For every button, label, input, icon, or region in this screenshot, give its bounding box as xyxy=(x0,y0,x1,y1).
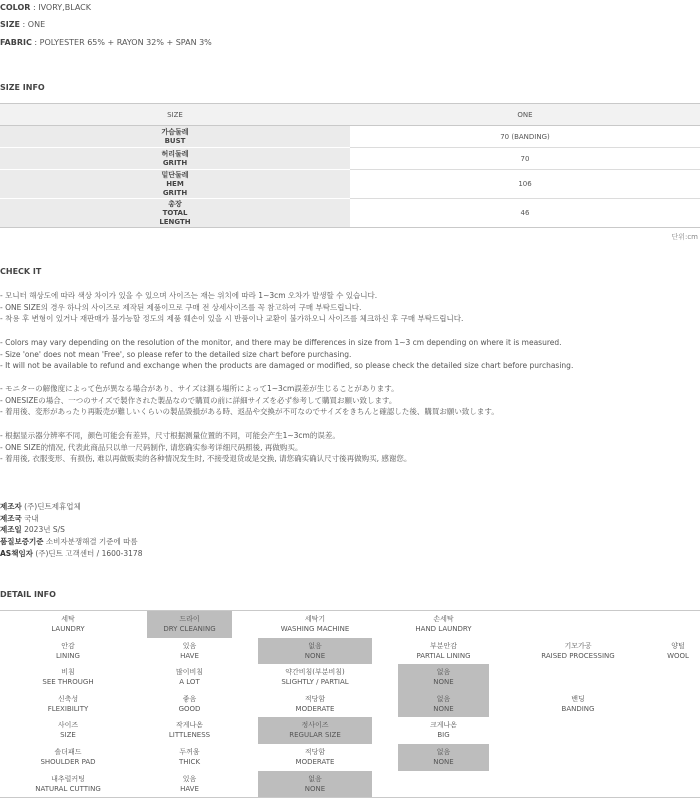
detail-row-shoulder-pad xyxy=(0,744,700,771)
maker-line xyxy=(0,524,142,536)
label-kr: 밑단둘레 xyxy=(161,170,189,179)
maker-label: AS책임자 xyxy=(0,548,33,558)
detail-label: 세탁 LAUNDRY xyxy=(51,615,85,633)
detail-label: 내추럴커팅 NATURAL CUTTING xyxy=(35,774,101,793)
size-row-value: 70 (BANDING) xyxy=(350,126,700,148)
detail-option: 없음 NONE xyxy=(398,744,489,771)
detail-option: 정사이즈 REGULAR SIZE xyxy=(258,717,372,744)
maker-value: (주)딘트제휴업체 xyxy=(21,502,81,511)
detail-row-flexibility xyxy=(0,691,700,718)
detail-option: 작게나옴 LITTLENESS xyxy=(168,721,211,740)
size-col-header: SIZE xyxy=(0,104,350,126)
spec-fabric xyxy=(0,37,212,48)
label-en: GRITH xyxy=(162,158,188,167)
size-row xyxy=(0,126,700,148)
label-kr: 가슴둘레 xyxy=(161,127,189,136)
detail-option: 없음 NONE xyxy=(398,691,489,718)
detail-label: 사이즈 SIZE xyxy=(57,721,79,740)
size-row xyxy=(0,148,700,170)
size-row-label xyxy=(0,148,350,170)
detail-row-natural-cutting xyxy=(0,771,700,798)
notes-english xyxy=(0,337,573,372)
detail-label: 신축성 FLEXIBILITY xyxy=(47,694,89,713)
detail-option: 많이비침 A LOT xyxy=(175,668,204,687)
maker-value: (주)딘트 고객센터 / 1600-3178 xyxy=(32,548,143,558)
detail-option: 부분안감 PARTIAL LINING xyxy=(416,641,471,660)
notes-chinese xyxy=(0,430,411,465)
maker-label: 제조국 xyxy=(0,513,22,523)
size-row-value: 70 xyxy=(350,148,700,170)
label-en: TOTAL xyxy=(162,208,188,217)
one-col-header: ONE xyxy=(350,104,700,126)
detail-option: 양털 WOOL xyxy=(667,641,689,660)
spec-color-label: COLOR xyxy=(0,3,31,12)
note-line: - ONE SIZE的情况, 代表此商品只以单一尺码制作, 请您确实参考详细尺码照後, 再做购买。 xyxy=(0,442,303,452)
spec-color-value: : IVORY,BLACK xyxy=(30,3,91,12)
size-row-label xyxy=(0,126,350,148)
unit-label: 단위:cm xyxy=(671,233,698,241)
size-row-label xyxy=(0,170,350,199)
detail-option: 있음 HAVE xyxy=(180,774,199,793)
size-table-header xyxy=(0,104,700,126)
detail-option: 크게나옴 BIG xyxy=(429,721,458,740)
detail-row-size xyxy=(0,717,700,744)
detail-row-laundry xyxy=(0,611,700,638)
detail-label: 안감 LINING xyxy=(56,641,80,660)
label-kr: 허리둘레 xyxy=(161,149,189,158)
note-line: - 着用後、変形があったり再販売が難しいくらいの製品毀損がある時、返品や交換が不可なのでサイズをきちんと確認した後、購買お願い致します。 xyxy=(0,407,499,417)
spec-size-value: : ONE xyxy=(20,20,46,29)
maker-line xyxy=(0,548,142,560)
spec-fabric-label: FABRIC xyxy=(0,38,32,47)
spec-size-label: SIZE xyxy=(0,20,21,29)
note-line: - Colors may vary depending on the resolution of the monitor, and there may be differences in size from 1~3 cm depending on where it is measured. xyxy=(0,338,562,347)
detail-option: 밴딩 BANDING xyxy=(561,694,595,713)
spec-color xyxy=(0,2,91,13)
size-table xyxy=(0,103,700,228)
notes-korean xyxy=(0,290,463,325)
maker-line xyxy=(0,513,142,525)
detail-option: 좋음 GOOD xyxy=(178,694,201,713)
notes-japanese xyxy=(0,383,499,418)
label-en-2: LENGTH xyxy=(159,217,191,226)
maker-value: 소비자분쟁해결 기준에 따름 xyxy=(43,537,138,547)
note-line: - Size 'one' does not mean 'Free', so please refer to the detailed size chart before purchasing. xyxy=(0,349,352,359)
detail-label: 비침 SEE THROUGH xyxy=(42,668,94,687)
note-line: - 着用後, 衣服变形、有损伤, 难以再做贩卖的各种情况发生时, 不接受退货或是交换, 请您确实确认尺寸後再做购买, 感谢您。 xyxy=(0,454,412,464)
detail-info-title: DETAIL INFO xyxy=(0,590,56,599)
maker-value: 2023년 S/S xyxy=(21,525,65,535)
detail-option: 없음 NONE xyxy=(258,771,372,798)
note-line: - 根据显示器分辨率不同，颜色可能会有差异，尺寸根据测量位置的不同，可能会产生1~3cm的误差。 xyxy=(0,431,340,440)
detail-option: 손세탁 HAND LAUNDRY xyxy=(415,615,472,633)
note-line: - ONE SIZE의 경우 하나의 사이즈로 제작된 제품이므로 구매 전 상세사이즈를 꼭 참고하여 구매 부탁드립니다. xyxy=(0,302,362,312)
check-it-title: CHECK IT xyxy=(0,267,42,276)
note-line: - モニターの解像度によって色が異なる場合があり、サイズは測る場所によって1~3cm誤差が生じることがあります。 xyxy=(0,384,399,393)
label-kr: 총장 xyxy=(168,199,182,208)
detail-grid xyxy=(0,610,700,798)
note-line: - ONESIZEの場合、一つのサイズで製作された製品なので購買の前に詳細サイズを必ず参考して購買お願い致します。 xyxy=(0,395,397,405)
spec-fabric-value: : POLYESTER 65% + RAYON 32% + SPAN 3% xyxy=(31,38,212,47)
maker-value: 국내 xyxy=(21,513,39,523)
size-row xyxy=(0,170,700,199)
maker-label: 제조자 xyxy=(0,502,22,511)
detail-option: 기모가공 RAISED PROCESSING xyxy=(541,641,615,660)
detail-option: 약간비침(부분비침) SLIGHTLY / PARTIAL xyxy=(281,668,349,687)
size-info-title: SIZE INFO xyxy=(0,83,45,92)
detail-option: 없음 NONE xyxy=(258,638,372,665)
detail-option: 드라이 DRY CLEANING xyxy=(147,611,232,638)
detail-option: 적당함 MODERATE xyxy=(295,694,335,713)
detail-option: 없음 NONE xyxy=(398,664,489,691)
size-row xyxy=(0,199,700,228)
note-line: - 착용 후 변형이 있거나 재판매가 불가능할 정도의 제품 훼손이 있을 시 반품이나 교환이 불가하오니 사이즈를 체크하신 후 구매 부탁드립니다. xyxy=(0,314,464,324)
detail-option: 두꺼움 THICK xyxy=(178,747,201,766)
maker-line xyxy=(0,501,142,513)
detail-option: 세탁기 WASHING MACHINE xyxy=(280,615,350,633)
maker-label: 품질보증기준 xyxy=(0,537,44,547)
maker-info xyxy=(0,501,142,560)
detail-option: 있음 HAVE xyxy=(180,641,199,660)
detail-row-see-through xyxy=(0,664,700,691)
detail-row-lining xyxy=(0,638,700,665)
size-row-label xyxy=(0,199,350,228)
spec-size xyxy=(0,19,45,30)
label-en: HEM xyxy=(166,179,184,188)
size-row-value: 106 xyxy=(350,170,700,199)
label-en: BUST xyxy=(164,136,186,145)
note-line: - It will not be available to refund and exchange when the products are damaged or modified, so please check the detailed size chart before purchasing. xyxy=(0,361,574,371)
size-row-value: 46 xyxy=(350,199,700,228)
maker-label: 제조일 xyxy=(0,525,22,535)
detail-option: 적당함 MODERATE xyxy=(295,747,335,766)
label-en-2: GRITH xyxy=(162,188,188,197)
detail-label: 숄더패드 SHOULDER PAD xyxy=(40,747,96,766)
note-line: - 모니터 해상도에 따라 색상 차이가 있을 수 있으며 사이즈는 재는 위치에 따라 1~3cm 오차가 발생할 수 있습니다. xyxy=(0,291,378,300)
maker-line xyxy=(0,536,142,548)
